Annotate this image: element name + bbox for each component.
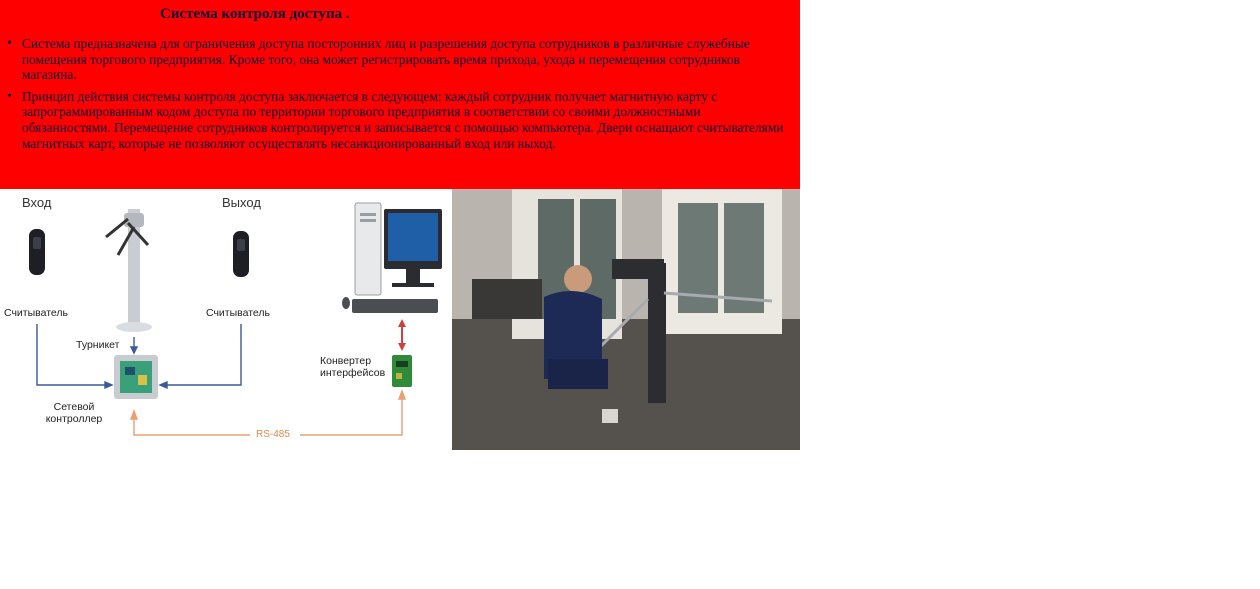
network-controller-label: Сетевой контроллер — [45, 401, 103, 425]
reader-right-label: Считыватель — [206, 307, 271, 319]
slide-header — [0, 0, 800, 189]
access-control-diagram — [0, 189, 452, 450]
interface-converter-icon — [392, 355, 412, 387]
turnstile-icon — [106, 209, 152, 332]
computer-icon — [342, 203, 442, 313]
rs485-label: RS-485 — [256, 429, 290, 440]
bullet-list — [6, 36, 792, 157]
installation-photo — [452, 189, 1260, 589]
card-reader-right-icon — [233, 231, 249, 277]
exit-label: Выход — [222, 195, 261, 210]
network-controller-icon — [114, 355, 158, 399]
reader-left-label: Считыватель — [4, 307, 69, 319]
card-reader-left-icon — [29, 229, 45, 275]
bullet-item-purpose: • Система предназначена для ограничения доступа посторонних лиц и разрешения доступа сотрудников в различные служебные помещения торгового предприятия. Кроме того, она может регистрировать время прихода, ухода и перемещения сотрудников магазина. — [6, 36, 792, 83]
entry-label: Вход — [22, 195, 52, 210]
photo-scene — [452, 189, 800, 450]
slide-title: Система контроля доступа . — [160, 6, 350, 22]
watermark-text: ТЕХНО — [1169, 509, 1260, 589]
computer-converter-arrow — [398, 319, 406, 351]
interface-converter-label: Конвертер интерфейсов — [320, 355, 386, 379]
bullet-item-principle: • Принцип действия системы контроля доступа заключается в следующем: каждый сотрудник получает магнитную карту с запрограммированным кодом доступа по территории торгового предприятия в соответствии со своими должностными обязанностями. Перемещение сотрудников контролируется и записывается с помощью компьютера. Двери оснащают считывателями магнитных карт, которые не позволяют осуществлять несанкционированный вход или выход. — [6, 89, 792, 151]
turnstile-label: Турникет — [76, 339, 120, 351]
